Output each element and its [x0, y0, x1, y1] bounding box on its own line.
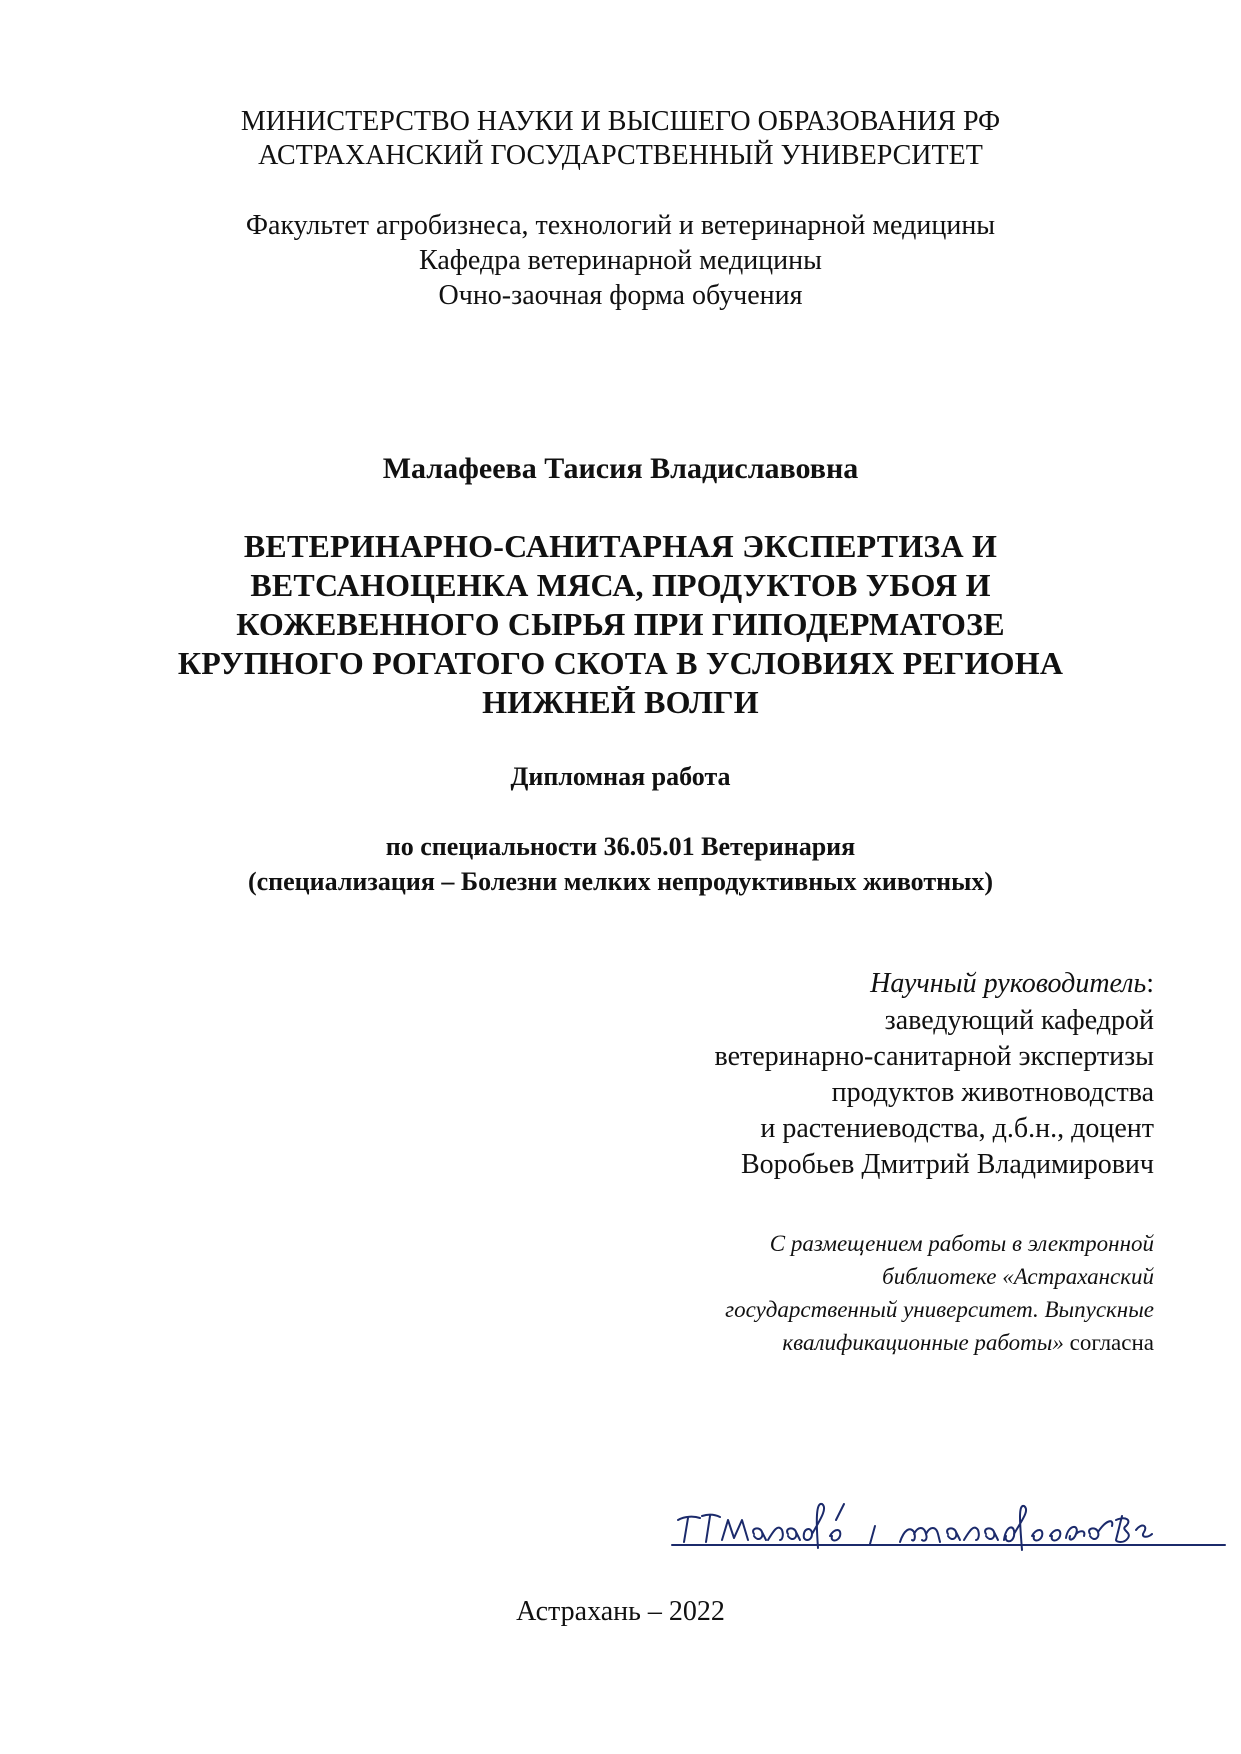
title-line: КОЖЕВЕННОГО СЫРЬЯ ПРИ ГИПОДЕРМАТОЗЕ	[236, 606, 1005, 642]
title-line: КРУПНОГО РОГАТОГО СКОТА В УСЛОВИЯХ РЕГИОНА	[177, 645, 1064, 681]
university-line: АСТРАХАНСКИЙ ГОСУДАРСТВЕННЫЙ УНИВЕРСИТЕТ	[258, 140, 983, 171]
consent-line: государственный университет. Выпускные	[725, 1297, 1154, 1322]
work-type: Дипломная работа	[510, 762, 731, 791]
city-year: Астрахань – 2022	[516, 1596, 725, 1627]
supervisor-name: Воробьев Дмитрий Владимирович	[741, 1149, 1154, 1180]
title-line: ВЕТЕРИНАРНО-САНИТАРНАЯ ЭКСПЕРТИЗА И	[243, 528, 998, 564]
department-line: Кафедра ветеринарной медицины	[419, 245, 822, 276]
supervisor-line: ветеринарно-санитарной экспертизы	[714, 1041, 1154, 1072]
supervisor-line: и растениеводства, д.б.н., доцент	[760, 1113, 1154, 1144]
consent-line: С размещением работы в электронной	[769, 1231, 1154, 1256]
consent-plain: согласна	[1063, 1330, 1154, 1355]
supervisor-colon: :	[1146, 968, 1154, 999]
specialty-line: по специальности 36.05.01 Ветеринария	[385, 832, 856, 861]
title-line: ВЕТСАНОЦЕНКА МЯСА, ПРОДУКТОВ УБОЯ И	[250, 567, 991, 603]
supervisor-line: продуктов животноводства	[831, 1077, 1154, 1108]
supervisor-label	[870, 968, 1154, 1000]
consent-line: библиотеке «Астраханский	[882, 1264, 1154, 1289]
ministry-line: МИНИСТЕРСТВО НАУКИ И ВЫСШЕГО ОБРАЗОВАНИЯ РФ	[240, 106, 1001, 137]
faculty-line: Факультет агробизнеса, технологий и ветеринарной медицины	[245, 210, 996, 241]
consent-line	[782, 1330, 1154, 1356]
supervisor-label-text: Научный руководитель	[870, 968, 1147, 999]
supervisor-line: заведующий кафедрой	[884, 1005, 1154, 1036]
study-form-line: Очно-заочная форма обучения	[438, 280, 803, 311]
specialization-line: (специализация – Болезни мелких непродуктивных животных)	[247, 867, 994, 896]
signature-image	[670, 1490, 1230, 1560]
consent-italic: квалификационные работы»	[782, 1330, 1064, 1355]
title-line: НИЖНЕЙ ВОЛГИ	[482, 684, 759, 720]
author-name: Малафеева Таисия Владиславовна	[382, 452, 859, 485]
